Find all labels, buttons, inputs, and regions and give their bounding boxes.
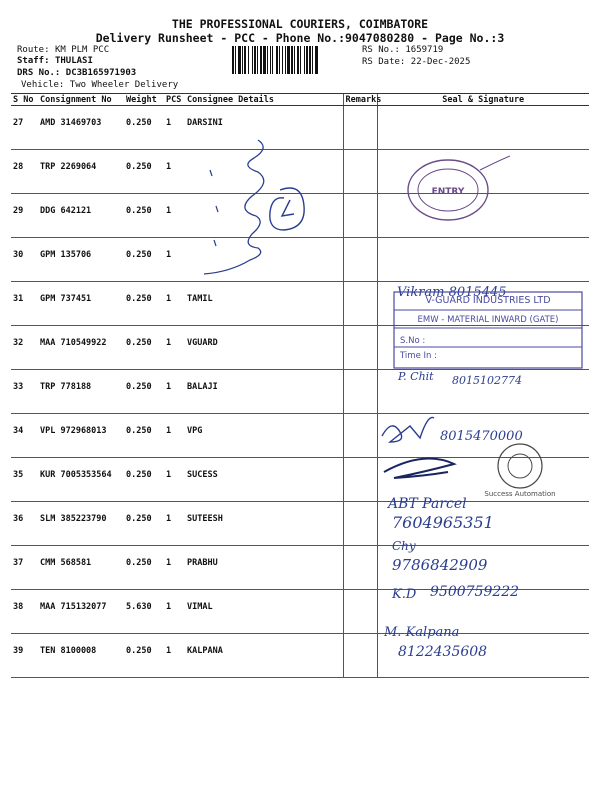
cell-consignee: DARSINI [185,106,343,150]
col-consignee: Consignee Details [185,94,343,106]
table-row [11,502,589,546]
cell-seal [377,370,589,414]
cell-remarks [343,634,377,678]
cell-seal [377,326,589,370]
cell-sno: 33 [11,370,38,414]
table-row [11,370,589,414]
cell-consignment: VPL 972968013 [38,414,124,458]
handwritten-r39-phone: 8122435608 [398,644,488,660]
cell-pcs: 1 [164,150,185,194]
cell-consignment: GPM 737451 [38,282,124,326]
cell-consignee: VIMAL [185,590,343,634]
cell-weight: 0.250 [124,546,164,590]
cell-consignee: KALPANA [185,634,343,678]
cell-pcs: 1 [164,634,185,678]
cell-seal [377,634,589,678]
table-row [11,282,589,326]
cell-consignment: TRP 2269064 [38,150,124,194]
cell-pcs: 1 [164,238,185,282]
cell-pcs: 1 [164,326,185,370]
cell-consignment: DDG 642121 [38,194,124,238]
cell-consignment: CMM 568581 [38,546,124,590]
route-line: Route: KM PLM PCC [17,45,110,55]
cell-consignment: MAA 710549922 [38,326,124,370]
svg-text:Success Automation: Success Automation [484,490,556,498]
table-row [11,194,589,238]
handwritten-r36-phone: 7604965351 [392,513,494,532]
handwritten-r34-phone: 8015470000 [440,429,523,444]
cell-seal [377,502,589,546]
svg-text:EMW - MATERIAL INWARD (GATE): EMW - MATERIAL INWARD (GATE) [417,315,559,325]
cell-consignment: MAA 715132077 [38,590,124,634]
cell-remarks [343,238,377,282]
cell-pcs: 1 [164,590,185,634]
cell-consignment: KUR 7005353564 [38,458,124,502]
cell-seal [377,106,589,150]
cell-sno: 36 [11,502,38,546]
svg-text:S.No :: S.No : [400,336,426,346]
cell-sno: 31 [11,282,38,326]
vehicle-line: Vehicle: Two Wheeler Delivery [21,80,179,90]
handwritten-r33-phone: 8015102774 [452,374,522,387]
handwritten-r33-note: P. Chit [398,370,434,383]
cell-weight: 0.250 [124,634,164,678]
rs-no-line: RS No.: 1659719 [362,45,444,55]
runsheet-subtitle: Delivery Runsheet - PCC - Phone No.:9047080280 - Page No.:3 [95,31,505,45]
cell-pcs: 1 [164,106,185,150]
staff-line: Staff: THULASI [17,56,93,66]
svg-text:ENTRY: ENTRY [431,187,465,197]
cell-pcs: 1 [164,458,185,502]
table-row [11,238,589,282]
cell-weight: 0.250 [124,370,164,414]
rs-date-value: 22-Dec-2025 [410,57,471,67]
cell-weight: 0.250 [124,502,164,546]
col-consignment: Consignment No [38,94,124,106]
cell-seal [377,546,589,590]
cell-seal [377,458,589,502]
cell-remarks [343,282,377,326]
cell-remarks [343,414,377,458]
cell-sno: 32 [11,326,38,370]
cell-sno: 29 [11,194,38,238]
table-row [11,326,589,370]
cell-remarks [343,546,377,590]
cell-remarks [343,590,377,634]
rs-date-line: RS Date: 22-Dec-2025 [362,57,471,67]
col-pcs: PCS [164,94,185,106]
cell-seal [377,150,589,194]
handwritten-r38-phone: 9500759222 [430,584,520,600]
cell-seal [377,590,589,634]
cell-consignee [185,194,343,238]
handwritten-r38-name: K.D [392,587,417,602]
cell-sno: 34 [11,414,38,458]
cell-pcs: 1 [164,502,185,546]
cell-consignee: TAMIL [185,282,343,326]
table-row [11,634,589,678]
rs-no-value: 1659719 [405,45,444,55]
cell-consignee: VPG [185,414,343,458]
cell-sno: 27 [11,106,38,150]
cell-consignee [185,150,343,194]
cell-weight: 0.250 [124,238,164,282]
cell-pcs: 1 [164,414,185,458]
cell-pcs: 1 [164,194,185,238]
handwritten-r31: Vikram 8015445 [397,285,507,300]
cell-weight: 0.250 [124,150,164,194]
cell-sno: 30 [11,238,38,282]
cell-sno: 39 [11,634,38,678]
table-row [11,458,589,502]
cell-pcs: 1 [164,282,185,326]
cell-pcs: 1 [164,370,185,414]
table-row [11,150,589,194]
col-sno: S No [11,94,38,106]
cell-sno: 38 [11,590,38,634]
handwritten-r37-phone: 9786842909 [392,556,488,574]
handwritten-r39-name: M. Kalpana [384,625,460,640]
cell-pcs: 1 [164,546,185,590]
col-seal: Seal & Signature [377,94,589,106]
cell-consignee: PRABHU [185,546,343,590]
cell-consignment: GPM 135706 [38,238,124,282]
vehicle-value: Two Wheeler Delivery [69,80,179,90]
cell-consignee: SUCESS [185,458,343,502]
drs-value: DC3B165971903 [65,68,137,78]
cell-consignment: TRP 778188 [38,370,124,414]
svg-text:Time In :: Time In : [400,351,437,361]
cell-remarks [343,458,377,502]
cell-seal [377,282,589,326]
col-weight: Weight [124,94,164,106]
barcode [232,46,356,74]
table-header-row [11,94,589,106]
cell-seal [377,194,589,238]
handwritten-r37-name: Chy [392,539,416,553]
col-remarks: Remarks [343,94,377,106]
cell-remarks [343,194,377,238]
cell-remarks [343,370,377,414]
cell-weight: 0.250 [124,194,164,238]
cell-remarks [343,106,377,150]
cell-weight: 5.630 [124,590,164,634]
cell-consignment: TEN 8100008 [38,634,124,678]
cell-consignment: AMD 31469703 [38,106,124,150]
table-row [11,546,589,590]
drs-line: DRS No.: DC3B165971903 [17,68,137,78]
cell-weight: 0.250 [124,414,164,458]
cell-remarks [343,502,377,546]
cell-remarks [343,150,377,194]
cell-seal [377,414,589,458]
table-row [11,590,589,634]
runsheet-table [11,93,589,678]
route-value: KM PLM PCC [54,45,110,55]
cell-weight: 0.250 [124,326,164,370]
cell-remarks [343,326,377,370]
cell-consignee: BALAJI [185,370,343,414]
cell-consignee: SUTEESH [185,502,343,546]
table-row [11,414,589,458]
cell-seal [377,238,589,282]
table-row [11,106,589,150]
cell-consignee: VGUARD [185,326,343,370]
cell-weight: 0.250 [124,282,164,326]
cell-sno: 28 [11,150,38,194]
cell-weight: 0.250 [124,106,164,150]
svg-text:V-GUARD INDUSTRIES LTD: V-GUARD INDUSTRIES LTD [425,295,551,306]
company-title: THE PROFESSIONAL COURIERS, COIMBATORE [171,17,429,31]
handwritten-r36-name: ABT Parcel [388,496,467,512]
staff-value: THULASI [54,56,93,66]
cell-sno: 35 [11,458,38,502]
cell-weight: 0.250 [124,458,164,502]
cell-sno: 37 [11,546,38,590]
cell-consignee [185,238,343,282]
cell-consignment: SLM 385223790 [38,502,124,546]
